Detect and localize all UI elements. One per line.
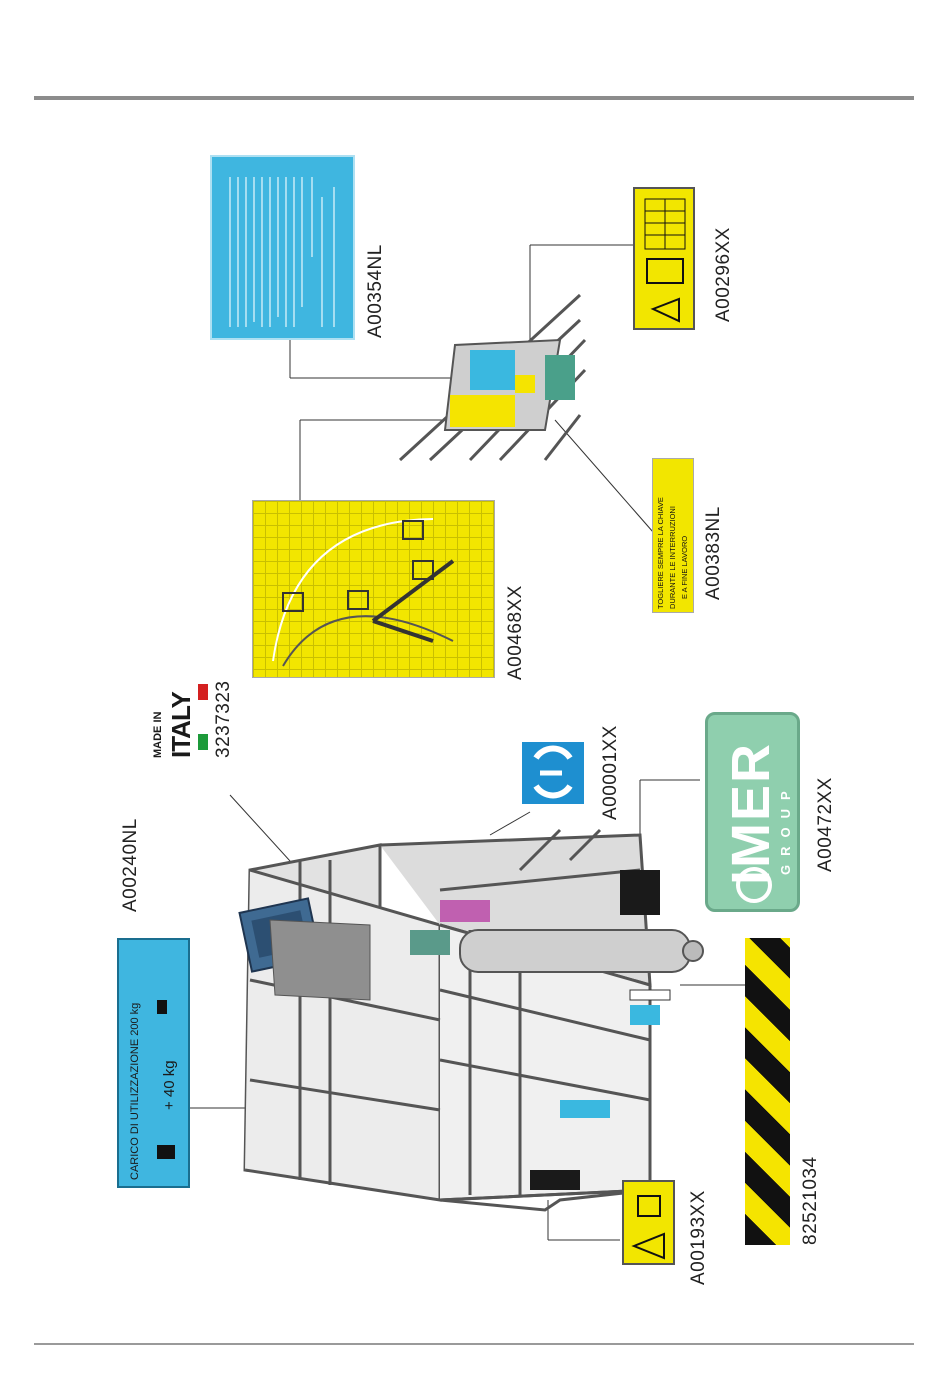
extra-load-text: + 40 kg (161, 1060, 178, 1110)
warning-sticker-table (633, 187, 695, 330)
load-capacity-text: CARICO DI UTILIZZAZIONE 200 kg (129, 1002, 141, 1180)
hazard-stripe-tape (745, 938, 790, 1245)
key-warning-sticker (652, 458, 694, 613)
made-in-italy-badge (152, 678, 212, 758)
warning-sticker-small (622, 1180, 675, 1265)
key-warning-line3: E A FINE LAVORO (680, 535, 689, 599)
load-capacity-sticker (117, 938, 190, 1188)
code-82521034: 82521034 (800, 1156, 821, 1245)
blue-sticker-on-mast (470, 350, 515, 390)
key-warning-line2: DURANTE LE INTERRUZIONI (668, 506, 677, 609)
brand-name: IMER (721, 742, 781, 885)
mast-cylinder (460, 930, 690, 972)
made-in-text: MADE IN (152, 711, 164, 758)
lift-icon (638, 1196, 660, 1216)
plate-slot (620, 870, 660, 915)
ce-c-icon (536, 749, 570, 758)
yellow-sticker-on-mast (450, 395, 515, 427)
brand-group: GROUP (778, 782, 793, 875)
flag-green (198, 734, 208, 750)
code-a00001xx: A00001XX (600, 725, 621, 820)
base-decal-blue (560, 1100, 610, 1118)
code-a00383nl: A00383NL (703, 506, 724, 600)
code-a00193xx: A00193XX (688, 1190, 709, 1285)
base-decal (530, 1170, 580, 1190)
ce-e-icon (536, 786, 570, 795)
italy-text: ITALY (166, 692, 196, 758)
working-area-diagram (252, 500, 495, 678)
brand-emblem-icon (738, 869, 770, 901)
code-a00354nl: A00354NL (365, 244, 386, 338)
code-a00296xx: A00296XX (713, 227, 734, 322)
persons-icon (157, 1145, 175, 1159)
code-a00468xx: A00468XX (505, 585, 526, 680)
person-icon (157, 1000, 167, 1014)
gray-panel (270, 920, 370, 1000)
imer-group-logo (705, 712, 800, 912)
lift-icon (647, 259, 683, 283)
code-a00240nl: A00240NL (120, 818, 141, 912)
warning-triangle-icon (653, 299, 679, 321)
warning-triangle-icon (634, 1234, 664, 1258)
hinge (440, 900, 490, 922)
flag-red (198, 684, 208, 700)
load-table-icon (645, 199, 685, 249)
code-a00472xx: A00472XX (815, 777, 836, 872)
ce-mark (522, 742, 584, 804)
code-3237323: 3237323 (213, 680, 234, 758)
instructions-sticker (210, 155, 355, 340)
instruction-lines (230, 177, 334, 327)
key-warning-line1: TOGLIERE SEMPRE LA CHIAVE (656, 497, 665, 609)
platform-cage (245, 830, 650, 1210)
